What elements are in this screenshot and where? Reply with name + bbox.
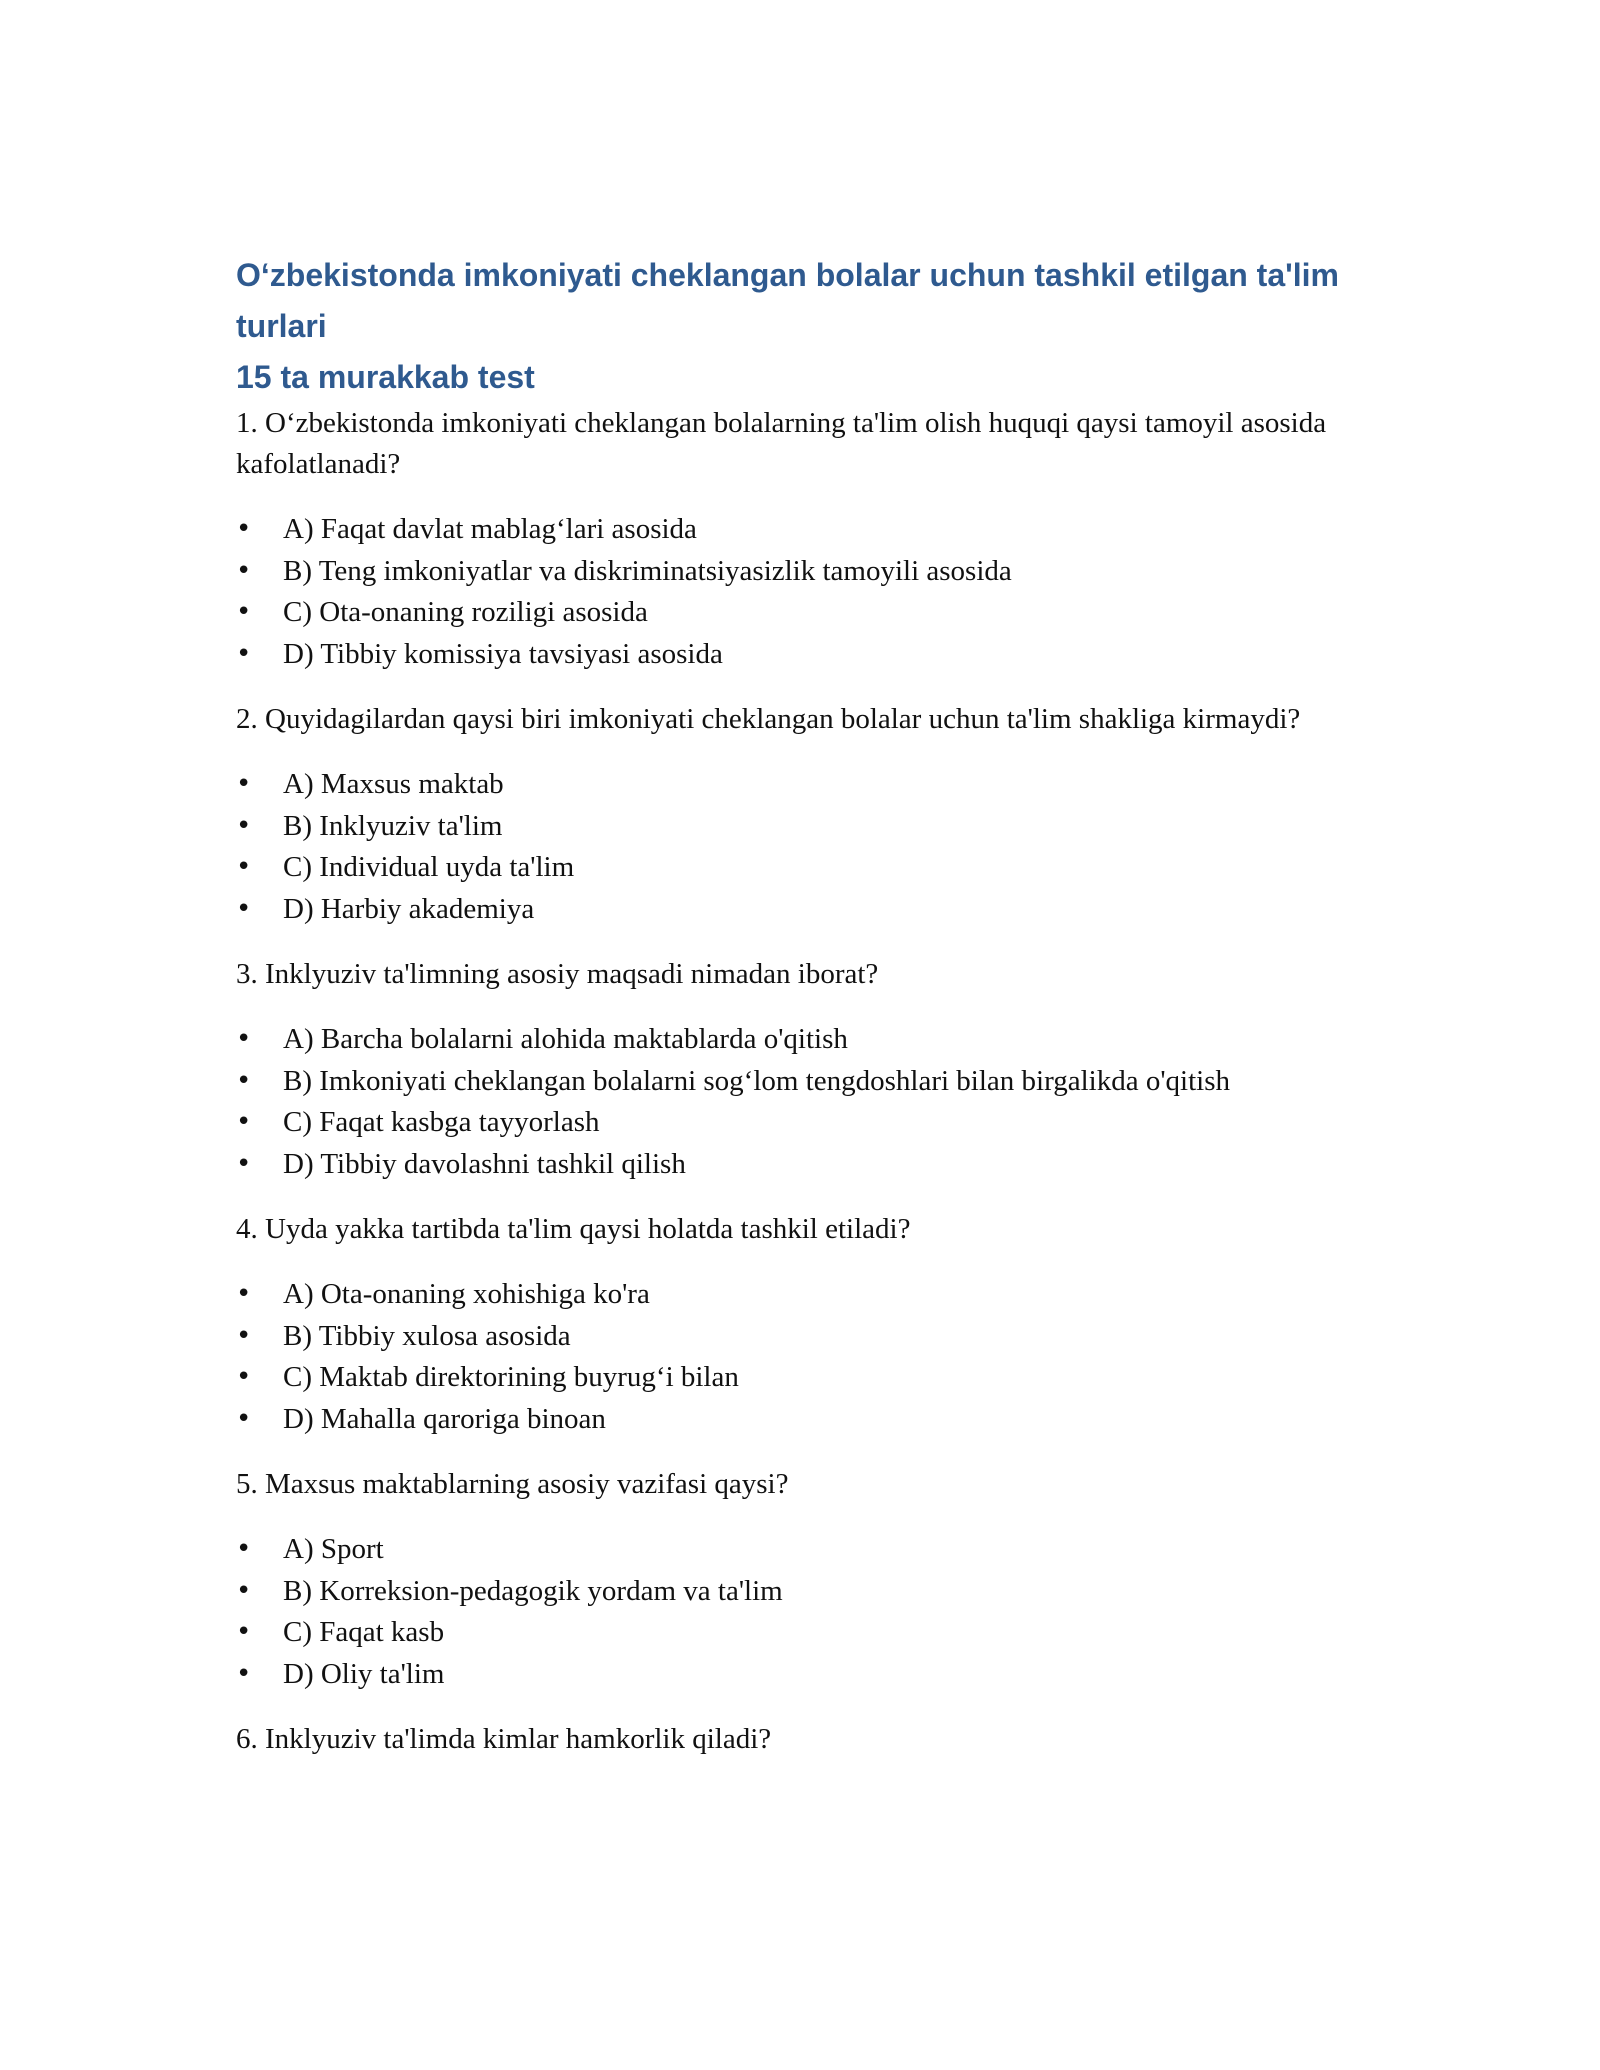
answer-option <box>236 847 1366 889</box>
answer-option <box>236 1061 1366 1103</box>
answer-option <box>236 1529 1366 1571</box>
answer-option-text: B) Inklyuziv ta'lim <box>283 809 503 842</box>
bullet-icon: • <box>236 514 252 544</box>
answer-option <box>236 592 1366 634</box>
answer-option-text: C) Faqat kasb <box>283 1616 445 1648</box>
answer-option-text: D) Harbiy akademiya <box>283 892 535 925</box>
bullet-icon: • <box>236 1658 252 1689</box>
document-page <box>236 250 1366 1760</box>
answer-option-text: A) Faqat davlat mablag‘lari asosida <box>283 513 697 545</box>
answer-option-text: A) Barcha bolalarni alohida maktablarda o'qitish <box>283 1023 848 1055</box>
bullet-icon: • <box>236 1024 252 1054</box>
bullet-icon: • <box>236 597 252 627</box>
question-text: 6. Inklyuziv ta'limda kimlar hamkorlik qiladi? <box>236 1723 772 1755</box>
bullet-icon: • <box>236 810 252 841</box>
answer-option <box>236 1019 1366 1061</box>
question-text: 3. Inklyuziv ta'limning asosiy maqsadi nimadan iborat? <box>236 958 879 990</box>
answer-option-text: C) Ota-onaning roziligi asosida <box>283 596 648 628</box>
bullet-icon: • <box>236 1107 252 1137</box>
answer-option <box>236 806 1366 848</box>
answer-option-text: B) Korreksion-pedagogik yordam va ta'lim <box>283 1574 783 1607</box>
answer-option-text: B) Tibbiy xulosa asosida <box>283 1319 571 1352</box>
answer-option <box>236 1144 1366 1186</box>
answer-option-text: D) Tibbiy komissiya tavsiyasi asosida <box>283 637 723 670</box>
answer-option-text: B) Imkoniyati cheklangan bolalarni sog‘lom tengdoshlari bilan birgalikda o'qitish <box>283 1064 1231 1097</box>
answer-option <box>236 1571 1366 1613</box>
bullet-icon: • <box>236 1148 252 1179</box>
bullet-icon: • <box>236 638 252 669</box>
question-text: 1. O‘zbekistonda imkoniyati cheklangan bolalarning ta'lim olish huquqi qaysi tamoyil asosida kafolatlanadi? <box>236 407 1327 480</box>
answer-option <box>236 764 1366 806</box>
answer-option <box>236 1102 1366 1144</box>
question-text: 5. Maxsus maktablarning asosiy vazifasi qaysi? <box>236 1468 789 1500</box>
bullet-icon: • <box>236 1065 252 1096</box>
bullet-icon: • <box>236 852 252 882</box>
answer-option-text: B) Teng imkoniyatlar va diskriminatsiyasizlik tamoyili asosida <box>283 554 1012 587</box>
answer-option <box>236 1316 1366 1358</box>
question-text: 2. Quyidagilardan qaysi biri imkoniyati cheklangan bolalar uchun ta'lim shakliga kirmaydi? <box>236 703 1301 735</box>
answer-option-text: C) Maktab direktorining buyrug‘i bilan <box>283 1361 739 1393</box>
answer-option <box>236 1399 1366 1441</box>
answer-option <box>236 1654 1366 1696</box>
bullet-icon: • <box>236 1362 252 1392</box>
answer-options <box>236 1274 1366 1440</box>
question-text: 4. Uyda yakka tartibda ta'lim qaysi holatda tashkil etiladi? <box>236 1213 911 1245</box>
answer-option-text: A) Ota-onaning xohishiga ko'ra <box>283 1278 650 1310</box>
answer-option-text: D) Mahalla qaroriga binoan <box>283 1402 606 1435</box>
bullet-icon: • <box>236 1617 252 1647</box>
answer-option-text: A) Maxsus maktab <box>283 768 504 800</box>
bullet-icon: • <box>236 769 252 799</box>
answer-option <box>236 634 1366 676</box>
answer-option-text: D) Tibbiy davolashni tashkil qilish <box>283 1147 686 1180</box>
answer-options <box>236 764 1366 930</box>
answer-option-text: D) Oliy ta'lim <box>283 1657 445 1690</box>
bullet-icon: • <box>236 1320 252 1351</box>
bullet-icon: • <box>236 1534 252 1564</box>
answer-option <box>236 1357 1366 1399</box>
document-title: O‘zbekistonda imkoniyati cheklangan bolalar uchun tashkil etilgan ta'lim turlari <box>236 257 1339 344</box>
bullet-icon: • <box>236 1575 252 1606</box>
answer-option <box>236 551 1366 593</box>
answer-option <box>236 1612 1366 1654</box>
answer-option-text: C) Faqat kasbga tayyorlash <box>283 1106 600 1138</box>
answer-option <box>236 509 1366 551</box>
answer-option <box>236 1274 1366 1316</box>
answer-options <box>236 1019 1366 1185</box>
bullet-icon: • <box>236 1279 252 1309</box>
answer-option-text: A) Sport <box>283 1533 384 1565</box>
bullet-icon: • <box>236 1403 252 1434</box>
question-list <box>236 403 1366 1760</box>
answer-options <box>236 1529 1366 1695</box>
answer-option-text: C) Individual uyda ta'lim <box>283 851 575 883</box>
answer-option <box>236 889 1366 931</box>
document-subtitle: 15 ta murakkab test <box>236 359 535 395</box>
bullet-icon: • <box>236 893 252 924</box>
answer-options <box>236 509 1366 675</box>
bullet-icon: • <box>236 555 252 586</box>
